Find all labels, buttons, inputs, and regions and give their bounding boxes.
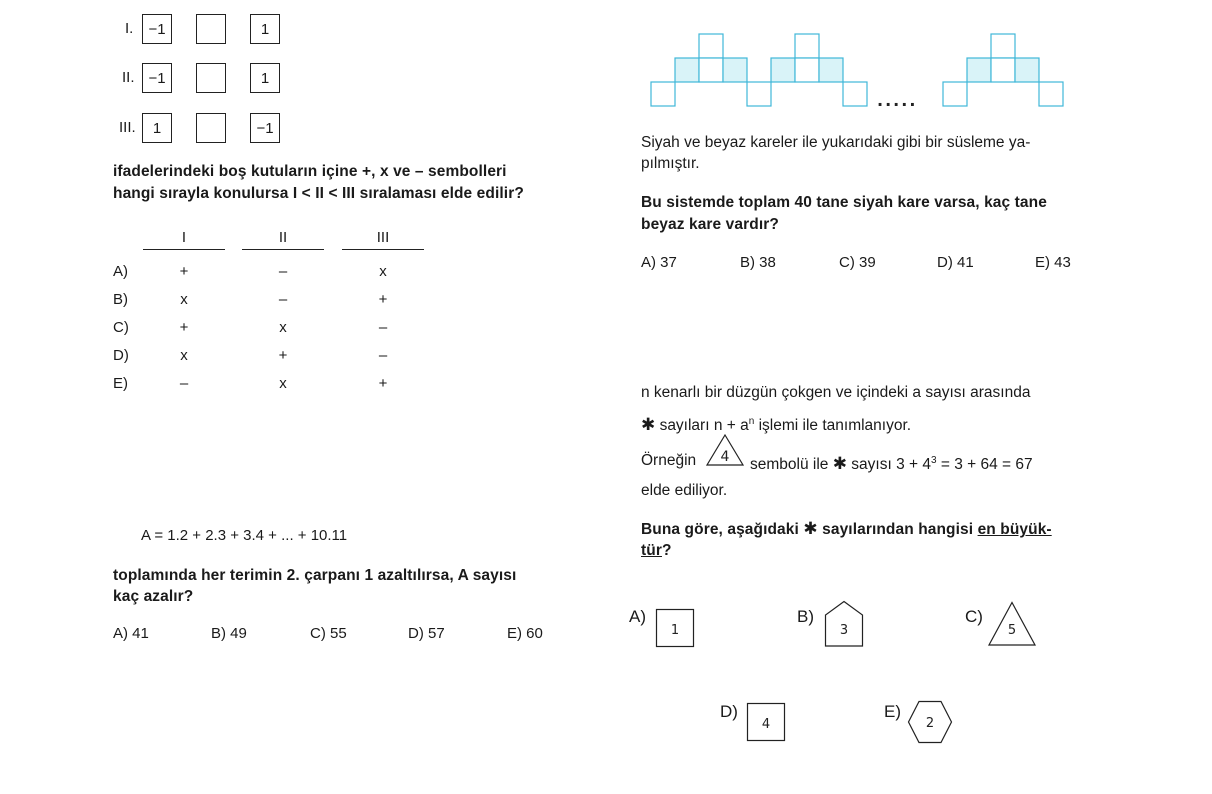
asterisk-symbol: ✱ (641, 415, 656, 435)
q2-option-e[interactable]: E) 60 (507, 625, 543, 642)
option-cell: x (180, 291, 188, 308)
q2-formula: A = 1.2 + 2.3 + 3.4 + ... + 10.11 (141, 527, 348, 544)
q3-text-line1: Siyah ve beyaz kareler ile yukarıdaki gibi bir süsleme ya- (641, 134, 1031, 151)
option-letter: C) (113, 319, 129, 336)
q3-option-e[interactable]: E) 43 (1035, 254, 1071, 271)
box-first: −1 (142, 14, 172, 44)
white-square (991, 58, 1015, 82)
white-square (795, 58, 819, 82)
header-underline (242, 249, 324, 250)
option-cell: – (378, 319, 388, 336)
option-cell: x (180, 347, 188, 364)
asterisk-symbol: ✱ (832, 454, 847, 474)
white-square (699, 58, 723, 82)
option-cell: – (278, 291, 288, 308)
option-letter: E) (113, 375, 128, 392)
q3-option-a[interactable]: A) 37 (641, 254, 677, 271)
q2-option-a[interactable]: A) 41 (113, 625, 149, 642)
q4-question-b: sayılarından hangisi (822, 521, 974, 538)
box-empty (196, 14, 226, 44)
pattern-squares (651, 34, 1063, 106)
q2-text-line2: kaç azalır? (113, 588, 194, 605)
pattern-dots: ..... (877, 91, 918, 110)
option-letter: B) (113, 291, 128, 308)
white-square (1039, 82, 1063, 106)
q3-text-line2: pılmıştır. (641, 155, 700, 172)
q4-line3-c: sayısı 3 + 4 (851, 456, 931, 474)
box-first: −1 (142, 63, 172, 93)
option-cell: + (179, 319, 189, 336)
q3-question-line1: Bu sistemde toplam 40 tane siyah kare varsa, kaç tane (641, 194, 1047, 211)
q4-line2 (641, 411, 911, 437)
square-symbol (746, 702, 786, 742)
option-cell: – (278, 263, 288, 280)
box-empty (196, 63, 226, 93)
white-square (943, 82, 967, 106)
q4-question-a: Buna göre, aşağıdaki (641, 521, 799, 538)
header-underline (143, 249, 225, 250)
q4-question-line2 (641, 540, 672, 562)
q3-option-c[interactable]: C) 39 (839, 254, 876, 271)
asterisk-symbol: ✱ (803, 519, 818, 538)
option-cell: x (279, 319, 287, 336)
option-cell: x (279, 375, 287, 392)
triangle-symbol (987, 601, 1037, 647)
option-letter: A) (113, 263, 128, 280)
square-symbol (655, 608, 695, 648)
q4-line2-a: sayıları n + a (659, 417, 749, 435)
option-letter: E) (884, 702, 901, 721)
option-cell: + (378, 291, 388, 308)
box-empty (196, 113, 226, 143)
symbol-number: 1 (670, 623, 680, 638)
white-square (699, 34, 723, 58)
shaded-square (771, 58, 795, 82)
option-cell: + (378, 375, 388, 392)
q4-line1: n kenarlı bir düzgün çokgen ve içindeki a sayısı arasında (641, 384, 1031, 401)
q4-line4: elde ediliyor. (641, 482, 728, 499)
box-last: 1 (250, 14, 280, 44)
symbol-number: 4 (761, 717, 771, 732)
option-letter: B) (797, 607, 814, 626)
white-square (991, 34, 1015, 58)
row-label: I. (125, 20, 134, 37)
option-cell: – (378, 347, 388, 364)
row-label: III. (119, 119, 136, 136)
option-letter: D) (720, 702, 738, 721)
option-cell: – (179, 375, 189, 392)
q4-question-underline-2: tür (641, 542, 662, 559)
square-pattern-figure (645, 28, 1070, 110)
q4-line2-b: işlemi ile tanımlanıyor. (758, 417, 912, 435)
option-letter: D) (113, 347, 129, 364)
triangle-example-symbol (705, 433, 745, 467)
row-label: II. (122, 69, 135, 86)
q1-text-line2: hangi sırayla konulursa I < II < III sıralaması elde edilir? (113, 185, 524, 202)
q4-question-end: ? (661, 542, 672, 559)
q2-option-d[interactable]: D) 57 (408, 625, 445, 642)
shaded-square (1015, 58, 1039, 82)
option-letter: C) (965, 607, 983, 626)
symbol-number: 2 (925, 716, 935, 731)
table-header-iii: III (376, 229, 390, 246)
hexagon-symbol (907, 700, 953, 744)
table-header-i: I (181, 229, 187, 246)
q3-option-d[interactable]: D) 41 (937, 254, 974, 271)
option-cell: + (179, 263, 189, 280)
symbol-number: 3 (839, 623, 849, 638)
shaded-square (675, 58, 699, 82)
q4-line3-start: Örneğin (641, 452, 697, 469)
q2-option-b[interactable]: B) 49 (211, 625, 247, 642)
white-square (747, 82, 771, 106)
shaded-square (967, 58, 991, 82)
option-cell: + (278, 347, 288, 364)
box-last: −1 (250, 113, 280, 143)
q2-option-c[interactable]: C) 55 (310, 625, 347, 642)
white-square (795, 34, 819, 58)
box-last: 1 (250, 63, 280, 93)
table-header-ii: II (278, 229, 288, 246)
option-cell: x (379, 263, 387, 280)
q4-line3-sup: 3 (930, 455, 937, 466)
q4-question-underline-1: en büyük- (977, 521, 1052, 538)
q4-line3-b: sembolü ile (750, 456, 829, 474)
option-letter: A) (629, 607, 646, 626)
white-square (651, 82, 675, 106)
triangle-example-number: 4 (720, 449, 730, 465)
q2-text-line1: toplamında her terimin 2. çarpanı 1 azaltılırsa, A sayısı (113, 567, 517, 584)
white-square (843, 82, 867, 106)
box-first: 1 (142, 113, 172, 143)
header-underline (342, 249, 424, 250)
shaded-square (723, 58, 747, 82)
q4-line3-d: = 3 + 64 = 67 (940, 456, 1033, 474)
q4-line3-rest (750, 450, 1033, 476)
symbol-number: 5 (1007, 623, 1017, 638)
q1-text-line1: ifadelerindeki boş kutuların içine +, x ve – sembolleri (113, 163, 507, 180)
q3-option-b[interactable]: B) 38 (740, 254, 776, 271)
q3-question-line2: beyaz kare vardır? (641, 216, 779, 233)
shaded-square (819, 58, 843, 82)
q4-question-line1 (641, 518, 1052, 541)
pentagon-symbol (824, 600, 864, 648)
q4-line2-sup: n (748, 416, 755, 427)
